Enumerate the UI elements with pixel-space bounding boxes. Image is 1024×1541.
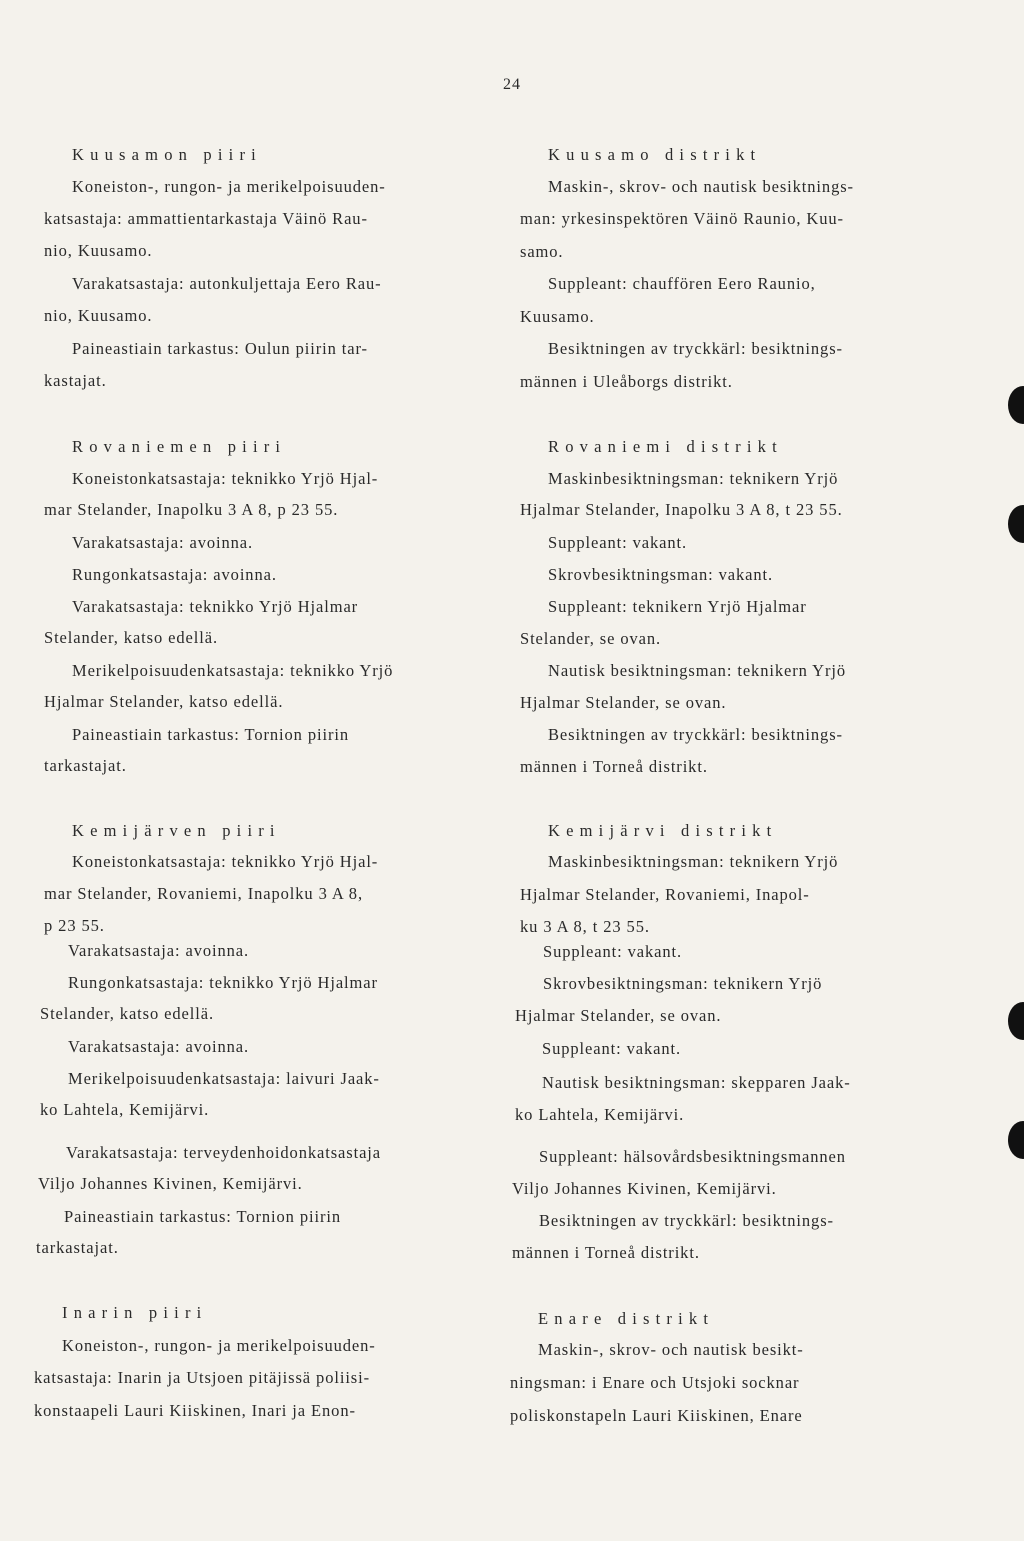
text-line: Maskinbesiktningsman: teknikern Yrjö bbox=[548, 852, 839, 871]
punch-hole bbox=[1008, 1002, 1024, 1040]
text-line: Viljo Johannes Kivinen, Kemijärvi. bbox=[38, 1174, 303, 1193]
text-line: samo. bbox=[520, 242, 564, 261]
text-line: Koneistonkatsastaja: teknikko Yrjö Hjal- bbox=[72, 852, 379, 871]
text-line: Suppleant: chauffören Eero Raunio, bbox=[548, 274, 816, 293]
section-heading: Kemijärven piiri bbox=[72, 821, 281, 840]
text-line: tarkastajat. bbox=[44, 756, 127, 775]
text-line: tarkastajat. bbox=[36, 1238, 119, 1257]
text-line: Rungonkatsastaja: teknikko Yrjö Hjalmar bbox=[68, 973, 378, 992]
text-line: männen i Torneå distrikt. bbox=[512, 1243, 700, 1262]
text-line: Varakatsastaja: avoinna. bbox=[68, 941, 250, 960]
text-line: ningsman: i Enare och Utsjoki socknar bbox=[510, 1373, 800, 1392]
section-heading: Kemijärvi distrikt bbox=[548, 821, 778, 840]
text-line: Maskin-, skrov- och nautisk besiktnings- bbox=[548, 177, 854, 196]
punch-hole bbox=[1008, 1121, 1024, 1159]
section-heading: Enare distrikt bbox=[538, 1309, 715, 1328]
text-line: Hjalmar Stelander, Inapolku 3 A 8, t 23 55. bbox=[520, 500, 843, 519]
section-heading: Rovaniemen piiri bbox=[72, 437, 287, 456]
section-heading: Inarin piiri bbox=[62, 1303, 208, 1322]
punch-hole bbox=[1008, 386, 1024, 424]
text-line: Merikelpoisuudenkatsastaja: laivuri Jaak- bbox=[68, 1069, 380, 1088]
section-heading: Kuusamo distrikt bbox=[548, 145, 762, 164]
text-line: Suppleant: vakant. bbox=[542, 1039, 682, 1058]
text-line: männen i Torneå distrikt. bbox=[520, 757, 708, 776]
text-line: Suppleant: hälsovårdsbesiktningsmannen bbox=[539, 1147, 846, 1166]
text-line: Hjalmar Stelander, katso edellä. bbox=[44, 692, 284, 711]
text-line: Nautisk besiktningsman: skepparen Jaak- bbox=[542, 1073, 851, 1092]
text-line: Varakatsastaja: autonkuljettaja Eero Rau- bbox=[72, 274, 382, 293]
text-line: ko Lahtela, Kemijärvi. bbox=[515, 1105, 685, 1124]
text-line: katsastaja: Inarin ja Utsjoen pitäjissä poliisi- bbox=[34, 1368, 371, 1387]
text-line: Besiktningen av tryckkärl: besiktnings- bbox=[548, 339, 843, 358]
text-line: nio, Kuusamo. bbox=[44, 306, 153, 325]
text-line: Suppleant: teknikern Yrjö Hjalmar bbox=[548, 597, 807, 616]
text-line: katsastaja: ammattientarkastaja Väinö Rau- bbox=[44, 209, 368, 228]
text-line: p 23 55. bbox=[44, 916, 105, 935]
text-line: nio, Kuusamo. bbox=[44, 241, 153, 260]
punch-hole bbox=[1008, 505, 1024, 543]
text-line: poliskonstapeln Lauri Kiiskinen, Enare bbox=[510, 1406, 803, 1425]
text-line: Hjalmar Stelander, se ovan. bbox=[515, 1006, 722, 1025]
text-line: Koneistonkatsastaja: teknikko Yrjö Hjal- bbox=[72, 469, 379, 488]
text-line: Kuusamo. bbox=[520, 307, 595, 326]
text-line: Rungonkatsastaja: avoinna. bbox=[72, 565, 277, 584]
text-line: man: yrkesinspektören Väinö Raunio, Kuu- bbox=[520, 209, 844, 228]
text-line: ku 3 A 8, t 23 55. bbox=[520, 917, 650, 936]
section-heading: Rovaniemi distrikt bbox=[548, 437, 783, 456]
text-line: mar Stelander, Rovaniemi, Inapolku 3 A 8, bbox=[44, 884, 363, 903]
text-line: ko Lahtela, Kemijärvi. bbox=[40, 1100, 210, 1119]
text-line: Paineastiain tarkastus: Tornion piirin bbox=[72, 725, 349, 744]
text-line: Stelander, katso edellä. bbox=[40, 1004, 214, 1023]
text-line: Koneiston-, rungon- ja merikelpoisuuden- bbox=[62, 1336, 376, 1355]
text-line: Paineastiain tarkastus: Tornion piirin bbox=[64, 1207, 341, 1226]
text-line: Varakatsastaja: terveydenhoidonkatsastaja bbox=[66, 1143, 381, 1162]
text-line: Hjalmar Stelander, Rovaniemi, Inapol- bbox=[520, 885, 810, 904]
text-line: Skrovbesiktningsman: teknikern Yrjö bbox=[543, 974, 823, 993]
text-line: Hjalmar Stelander, se ovan. bbox=[520, 693, 727, 712]
text-line: Stelander, se ovan. bbox=[520, 629, 662, 648]
text-line: Besiktningen av tryckkärl: besiktnings- bbox=[539, 1211, 834, 1230]
text-line: konstaapeli Lauri Kiiskinen, Inari ja Enon- bbox=[34, 1401, 356, 1420]
text-line: Merikelpoisuudenkatsastaja: teknikko Yrjö bbox=[72, 661, 394, 680]
text-line: Koneiston-, rungon- ja merikelpoisuuden- bbox=[72, 177, 386, 196]
text-line: Viljo Johannes Kivinen, Kemijärvi. bbox=[512, 1179, 777, 1198]
text-line: Maskin-, skrov- och nautisk besikt- bbox=[538, 1340, 804, 1359]
text-line: Varakatsastaja: avoinna. bbox=[68, 1037, 250, 1056]
text-line: mar Stelander, Inapolku 3 A 8, p 23 55. bbox=[44, 500, 339, 519]
text-line: Suppleant: vakant. bbox=[548, 533, 688, 552]
text-line: Skrovbesiktningsman: vakant. bbox=[548, 565, 774, 584]
text-line: Paineastiain tarkastus: Oulun piirin tar- bbox=[72, 339, 368, 358]
text-line: männen i Uleåborgs distrikt. bbox=[520, 372, 733, 391]
text-line: Stelander, katso edellä. bbox=[44, 628, 218, 647]
text-line: Nautisk besiktningsman: teknikern Yrjö bbox=[548, 661, 847, 680]
text-line: Besiktningen av tryckkärl: besiktnings- bbox=[548, 725, 843, 744]
text-line: Varakatsastaja: avoinna. bbox=[72, 533, 254, 552]
section-heading: Kuusamon piiri bbox=[72, 145, 262, 164]
page-number: 24 bbox=[503, 76, 521, 93]
text-line: Suppleant: vakant. bbox=[543, 942, 683, 961]
text-line: Maskinbesiktningsman: teknikern Yrjö bbox=[548, 469, 839, 488]
text-line: kastajat. bbox=[44, 371, 107, 390]
text-line: Varakatsastaja: teknikko Yrjö Hjalmar bbox=[72, 597, 359, 616]
